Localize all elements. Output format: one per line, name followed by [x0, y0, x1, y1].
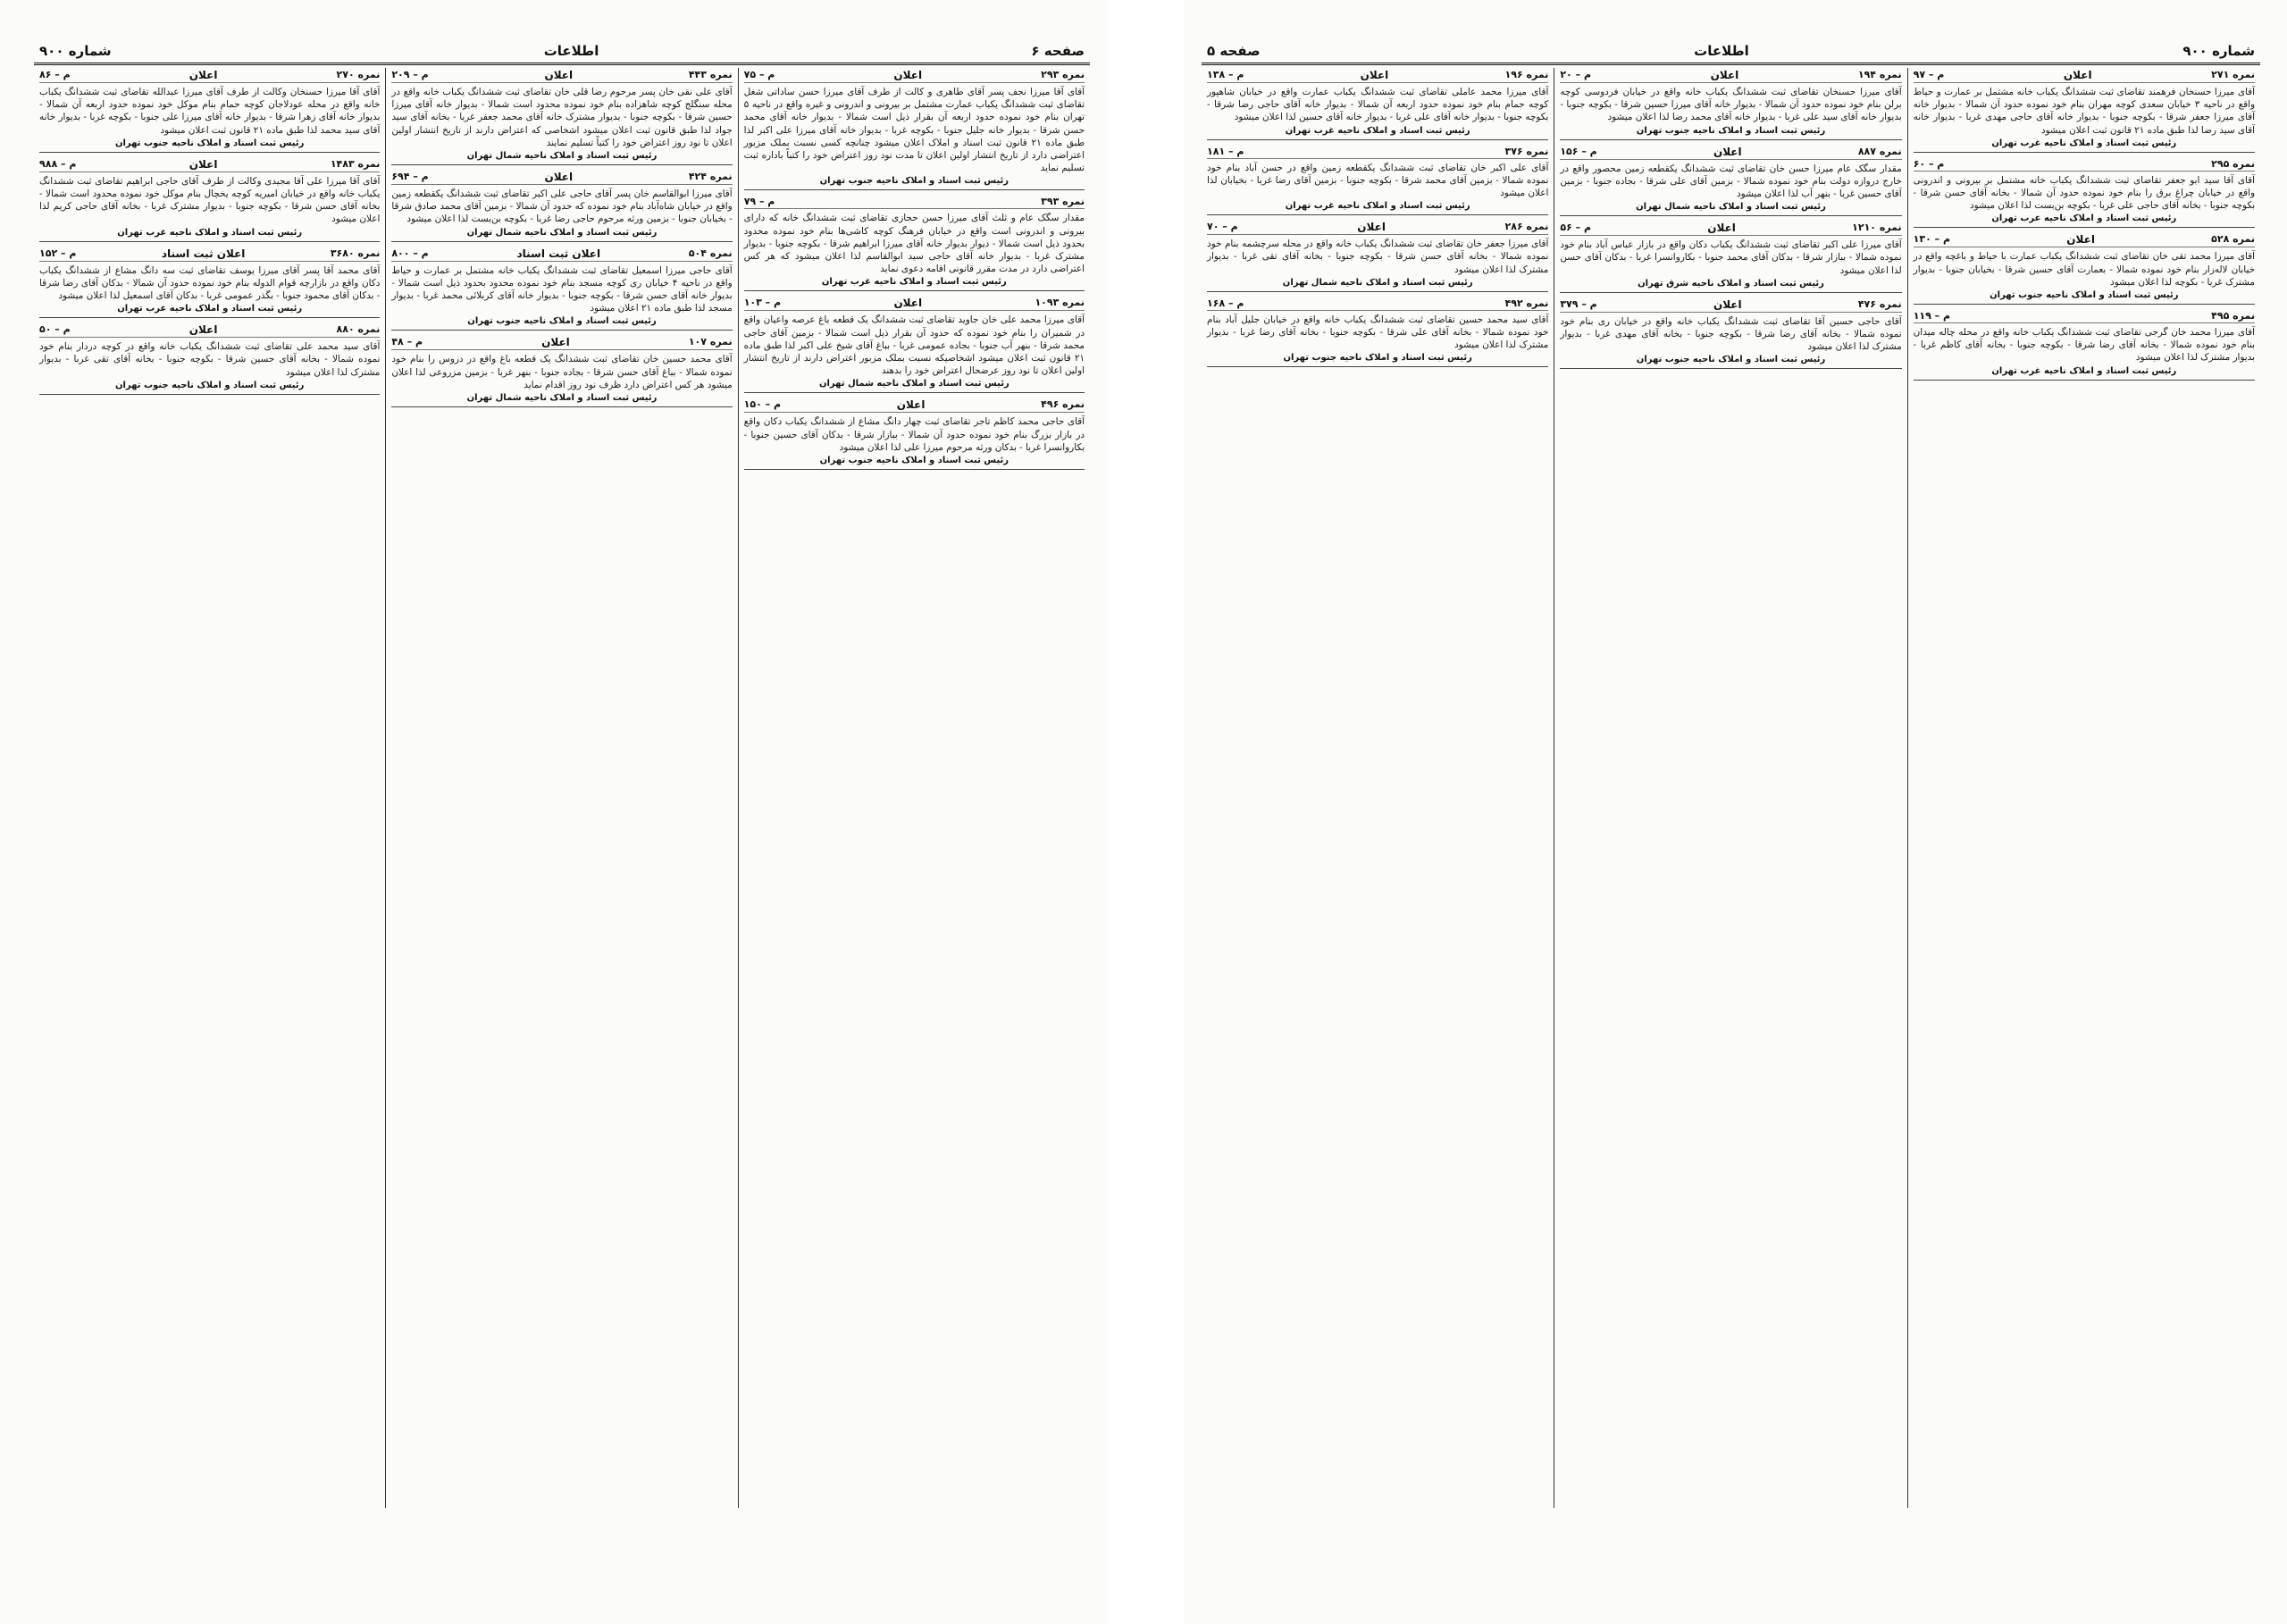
notice-ref: م – ۱۳۸ [1207, 69, 1244, 80]
notice-ref: م – ۱۵۶ [1560, 145, 1597, 157]
notice-body: آقای آقا میرزا نجف پسر آقای طاهری و کالت از طرف آقای میرزا حسن ساداتی شغل تقاضای ثبت ششدانگ یکباب عمارت مشتمل بر بیرونی و اندرونی و غیره واقع در ناحیه ۵ تهران بنام خود نموده حدود اربعه آن بقرار ذیل است شمالا - بدیوار خانه آقای محمد حسن شرقا - بدیوار خانه جلیل جنوبا - بکوچه غربا - بدیوار خانه آقای میرزا علی اکبر لذا طبق ماده ۲۱ قانون ثبت اسناد و املاک اعلان میشود چنانچه کسی نسبت بملک مزبور اعتراضی دارد از تاریخ انتشار اولین اعلان تا مدت نود روز اعتراض خود را کتباً باداره ثبت تسلیم نماید [743, 87, 1085, 174]
notice-signature: رئیس ثبت اسناد و املاک ناحیه جنوب تهران [114, 380, 305, 390]
notice-header [1914, 309, 2255, 323]
notice-number: نمره ۲۷۰ [336, 69, 381, 80]
notice-header [391, 68, 732, 83]
text-column [738, 68, 1090, 1508]
legal-notice [39, 157, 380, 242]
notice-header [39, 157, 380, 172]
newspaper-name: اطلاعات [1694, 43, 1749, 59]
notice-ref: م – ۹۷ [1913, 69, 1945, 80]
notice-body: آقای میرزا محمد تقی خان تقاضای ثبت ششدانگ یکباب عمارت با حیاط و باغچه واقع در خیابان لاله‌زار بنام خود نموده شمالا - بعمارت آقای حسین شرقا - بخیابان جنوبا - بدیوار مشترک غربا - بکوچه لذا اعلان میشود [1913, 251, 2255, 288]
notice-ref: م – ۹۸۸ [39, 157, 77, 170]
notice-header [1560, 297, 1901, 313]
notice-header [39, 247, 380, 262]
notice-title: اعلان [893, 69, 923, 81]
notice-title: اعلان [188, 157, 218, 171]
notice-number: نمره ۴۹۲ [1504, 297, 1549, 309]
legal-notice [1914, 157, 2255, 229]
notice-header [1560, 68, 1901, 83]
notice-title: اعلان [1357, 221, 1386, 234]
legal-notice [744, 398, 1085, 470]
notice-ref: م – ۱۳۰ [1913, 233, 1951, 246]
page-number: صفحه ۶ [1031, 43, 1085, 59]
notice-header [391, 335, 732, 350]
notice-signature: رئیس ثبت اسناد و املاک ناحیه جنوب تهران [819, 176, 1009, 187]
notice-ref: م – ۶۹۴ [391, 171, 429, 183]
page-number: صفحه ۵ [1207, 43, 1261, 59]
notice-body: آقای میرزا ابوالقاسم خان پسر آقای حاجی علی اکبر تقاضای ثبت ششدانگ یکقطعه زمین واقع در خیابان شاه‌آباد بنام خود نموده که حدود آن شمالا - بزمین آقای محمد صادق شرقا - بخیابان جنوبا - بزمین ورثه مرحوم حاجی رضا غربا - بکوچه بن‌بست لذا اعلان میشود [391, 188, 733, 225]
notice-body: آقای میرزا علی اکبر تقاضای ثبت ششدانگ یکباب دکان واقع در بازار عباس آباد بنام خود نموده شمالا - ببازار شرقا - بدکان آقای محمد جنوبا - بکاروانسرا غربا - بدکان آقای حسن لذا اعلان میشود [1560, 239, 1902, 276]
notice-number: نمره ۱۰۹۳ [1035, 297, 1085, 309]
notice-number: نمره ۴۲۴ [688, 171, 733, 183]
notice-body: آقای آقا سید ابو جعفر تقاضای ثبت ششدانگ یکباب خانه مشتمل بر بیرونی و اندرونی واقع در خیابان چراغ برق را بنام خود نموده حدود آن شمالا - بخانه آقای حسن شرقا - بکوچه جنوبا - بخانه آقای حاجی علی غربا - بکوچه بن‌بست لذا اعلان میشود [1913, 174, 2255, 212]
notice-title: اعلان [544, 69, 574, 81]
notice-number: نمره ۸۸۰ [336, 323, 381, 336]
notice-signature: رئیس ثبت اسناد و املاک ناحیه غرب تهران [1991, 138, 2177, 148]
notice-header [744, 296, 1085, 311]
notice-signature: رئیس ثبت اسناد و املاک ناحیه شمال تهران [466, 151, 658, 162]
issue-number: شماره ۹۰۰ [2182, 43, 2255, 59]
legal-notice [1914, 232, 2255, 305]
text-column [1202, 68, 1554, 1508]
notice-header [1207, 220, 1548, 235]
notice-ref: م – ۸۶ [39, 69, 71, 80]
notice-signature: رئیس ثبت اسناد و املاک ناحیه جنوب تهران [467, 316, 657, 327]
text-column [34, 68, 385, 1508]
notice-body: آقای میرزا محمد خان گرجی تقاضای ثبت ششدانگ یکباب خانه واقع در محله چاله میدان بنام خود نموده شمالا - بخانه آقای رضا شرقا - بکوچه جنوبا - بخانه آقای کاظم غربا - بدیوار مشترک لذا اعلان میشود [1913, 327, 2255, 364]
notice-signature: رئیس ثبت اسناد و املاک ناحیه عرب تهران [1991, 213, 2177, 224]
notice-signature: رئیس ثبت اسناد و املاک ناحیه جنوب تهران [1636, 125, 1826, 136]
notice-header [744, 68, 1085, 83]
notice-body: آقای میرزا جعفر خان تقاضای ثبت ششدانگ یکباب خانه واقع در محله سرچشمه بنام خود نموده شمالا - بخانه آقای حسن شرقا - بکوچه جنوبا - بخانه آقای تقی غربا - بدیوار مشترک لذا اعلان میشود [1207, 239, 1549, 275]
notice-header [1207, 68, 1548, 83]
notice-title: اعلان ثبت اسناد [516, 247, 601, 260]
notice-body: آقای میرزا محمد عاملی تقاضای ثبت ششدانگ یکباب عمارت واقع در خیابان شاهپور کوچه حمام بنام خود نموده حدود اربعه آن شمالا - بدیوار خانه آقای حاجی رضا شرقا - بکوچه جنوبا - بدیوار خانه آقای علی غربا - بدیوار خانه آقای حسین لذا اعلان میشود [1207, 87, 1549, 123]
notice-number: نمره ۵۲۸ [2211, 233, 2255, 246]
legal-notice [391, 335, 732, 407]
text-column [1907, 68, 2260, 1508]
notice-number: نمره ۱۹۶ [1504, 69, 1549, 80]
legal-notice [1560, 145, 1901, 217]
notice-ref: م – ۱۶۸ [1207, 297, 1244, 309]
notice-header [1914, 68, 2255, 83]
notice-number: نمره ۱۴۸۳ [330, 157, 381, 170]
notice-title: اعلان [2063, 69, 2092, 81]
legal-notice [39, 68, 380, 153]
notice-title: اعلان [188, 69, 218, 81]
notice-number: نمره ۵۰۴ [688, 247, 733, 259]
notice-number: نمره ۸۸۷ [1857, 145, 1902, 157]
notice-ref: م – ۷۵ [743, 69, 775, 80]
notice-number: نمره ۱۰۷ [688, 336, 733, 348]
notice-ref: م – ۳۷۹ [1560, 297, 1597, 310]
column-area [34, 68, 1090, 1508]
legal-notice [1560, 68, 1901, 140]
notice-header [1560, 221, 1901, 236]
notice-number: نمره ۲۹۳ [1041, 69, 1085, 80]
notice-signature: رئیس ثبت اسناد و املاک ناحیه شمال تهران [1282, 277, 1473, 288]
notice-title: اعلان [1713, 145, 1742, 158]
notice-number: نمره ۳۷۶ [1504, 145, 1549, 157]
notice-ref: م – ۲۰ [1560, 69, 1592, 80]
notice-title: اعلان [1713, 297, 1742, 311]
page-header [34, 39, 1090, 65]
notice-header [1207, 145, 1548, 159]
notice-signature: رئیس ثبت اسناد و املاک ناحیه جنوب تهران [114, 138, 305, 148]
notice-header [1914, 232, 2255, 247]
notice-number: نمره ۴۴۳ [688, 69, 733, 80]
notice-number: نمره ۳۹۳ [1041, 196, 1085, 208]
legal-notice [1560, 297, 1901, 370]
notice-number: نمره ۲۹۵ [2211, 157, 2255, 170]
notice-body: مقدار سگک عام و ثلث آقای میرزا حسن حجازی تقاضای ثبت ششدانگ خانه که دارای بیرونی و اندرونی است واقع در خیابان فرهنگ کوچه کاشی‌ها بنام خود نموده محدود بحدود ذیل است شمالا - دیوار بدیوار خانه آقای میرزا ابراهیم شرقا - بکوچه جنوبا - بدیوار مشترک غربا - بدیوار خانه آقای حاجی سید ابوالقاسم لذا اعلان میشود که هر کس اعتراضی دارد در مدت مقرر قانونی اقامه دعوی نماید [743, 213, 1085, 275]
notice-body: آقای حاجی حسین آقا تقاضای ثبت ششدانگ یکباب خانه واقع در خیابان ری بنام خود نموده شمالا - بخانه آقای رضا شرقا - بکوچه جنوبا - بخانه آقای مهدی غربا - بدیوار مشترک لذا اعلان میشود [1560, 315, 1902, 353]
notice-number: نمره ۲۸۶ [1504, 221, 1549, 233]
notice-signature: رئیس ثبت اسناد و املاک ناحیه جنوب تهران [1636, 355, 1826, 365]
notice-header [39, 322, 380, 338]
legal-notice [391, 247, 732, 331]
notice-header [744, 398, 1085, 413]
notice-signature: رئیس ثبت اسناد و املاک ناحیه شمال تهران [466, 393, 658, 404]
notice-body: آقای آقا میرزا حسنخان وکالت از طرف آقای میرزا عبدالله تقاضای ثبت ششدانگ یکباب خانه واقع در محله عودلاجان کوچه حمام بنام موکل خود نموده حدود اربعه آن شمالا - بدیوار خانه آقای زهرا شرقا - بدیوار خانه آقای میرزا علی جنوبا - بکوچه غربا - بدیوار خانه آقای سید محمد لذا طبق ماده ۲۱ قانون ثبت اعلان میشود [39, 87, 381, 136]
notice-signature: رئیس ثبت اسناد و املاک ناحیه غرب تهران [1285, 201, 1470, 212]
notice-title: اعلان ثبت اسناد [161, 247, 246, 260]
notice-body: آقای حاجی محمد کاظم تاجر تقاضای ثبت چهار دانگ مشاع از ششدانگ یکباب دکان واقع در بازار بزرگ بنام خود نموده حدود آن شمالا - ببازار شرقا - بدکان آقای حسین جنوبا - بکاروانسرا غربا - بدکان ورثه مرحوم میرزا علی لذا اعلان میشود [743, 416, 1085, 453]
notice-signature: رئیس ثبت اسناد و املاک ناحیه جنوب تهران [1990, 290, 2179, 301]
notice-ref: م – ۱۱۹ [1913, 310, 1951, 322]
notice-title: اعلان [896, 398, 926, 412]
notice-ref: م – ۷۰ [1207, 221, 1238, 233]
text-column [1554, 68, 1906, 1508]
notice-ref: م – ۱۵۰ [743, 398, 782, 411]
notice-ref: م – ۷۹ [743, 196, 775, 208]
notice-number: نمره ۴۹۵ [2211, 310, 2255, 322]
issue-number: شماره ۹۰۰ [39, 43, 112, 59]
notice-title: اعلان [1707, 222, 1736, 235]
notice-number: نمره ۱۹۴ [1857, 69, 1902, 80]
legal-notice [39, 322, 380, 395]
notice-header [744, 195, 1085, 209]
legal-notice [744, 296, 1085, 393]
notice-signature: رئیس ثبت اسناد و املاک ناحیه غرب تهران [821, 277, 1007, 288]
notice-header [39, 68, 380, 83]
notice-header [1560, 145, 1901, 160]
notice-body: آقای میرزا حسنخان فرهمند تقاضای ثبت ششدانگ یکباب خانه مشتمل بر عمارت و حیاط واقع در ناحیه ۳ خیابان سعدی کوچه مهران بنام خود نموده حدود آن شمالا - بدیوار خانه آقای میرزا جعفر شرقا - بکوچه جنوبا - بدیوار خانه آقای حاجی مهدی غربا - بدیوار خانه آقای سید رضا لذا طبق ماده ۲۱ قانون ثبت اعلان میشود [1913, 87, 2255, 136]
legal-notice [39, 247, 380, 319]
notice-ref: م – ۵۶ [1560, 222, 1592, 234]
notice-header [1207, 297, 1548, 311]
legal-notice [1207, 145, 1548, 216]
notice-signature: رئیس ثبت اسناد و املاک ناحیه جنوب تهران [819, 456, 1009, 466]
right-page [1184, 0, 2287, 1624]
page-gutter [1108, 0, 1184, 1624]
notice-signature: رئیس ثبت اسناد و املاک ناحیه شمال تهران [466, 227, 658, 238]
notice-signature: رئیس ثبت اسناد و املاک ناحیه غرب تهران [1991, 365, 2177, 376]
notice-ref: م – ۱۸۱ [1207, 145, 1244, 157]
notice-header [1914, 157, 2255, 172]
notice-title: اعلان [544, 171, 574, 184]
notice-body: آقای محمد حسین خان تقاضای ثبت ششدانگ یک قطعه باغ واقع در دروس را بنام خود نموده شمالا - بباغ آقای حسن شرقا - بجاده جنوبا - بنهر غربا - بزمین مزروعی لذا اعلان میشود هر کس اعتراض دارد ظرف نود روز اقدام نماید [391, 354, 733, 390]
notice-title: اعلان [541, 336, 570, 349]
legal-notice [1914, 68, 2255, 153]
notice-signature: رئیس ثبت اسناد و املاک ناحیه شمال تهران [818, 379, 1009, 389]
notice-signature: رئیس ثبت اسناد و املاک ناحیه شمال تهران [1636, 202, 1826, 213]
notice-body: مقدار سگک عام میرزا حسن خان تقاضای ثبت ششدانگ یکقطعه زمین محصور واقع در خارج دروازه دولت بنام خود نموده شمالا - بزمین آقای علی شرقا - بجاده جنوبا - بزمین آقای حسین غربا - بنهر آب لذا اعلان میشود [1560, 163, 1902, 200]
notice-ref: م – ۱۰۳ [743, 297, 782, 309]
notice-title: اعلان [1360, 69, 1389, 81]
text-column [385, 68, 737, 1508]
notice-ref: م – ۵۰ [39, 323, 71, 336]
notice-body: آقای سید محمد علی تقاضای ثبت ششدانگ یکباب خانه واقع در کوچه دردار بنام خود نموده شمالا - بخانه آقای حسین شرقا - بکوچه جنوبا - بخانه آقای تقی غربا - بدیوار مشترک لذا اعلان میشود [39, 341, 381, 378]
notice-body: آقای علی اکبر خان تقاضای ثبت ششدانگ یکقطعه زمین واقع در حسن آباد بنام خود نموده شمالا - بزمین آقای محمد شرقا - بکوچه جنوبا - بزمین آقای رضا غربا - بخیابان لذا اعلان میشود [1207, 162, 1549, 199]
notice-ref: م – ۶۰ [1913, 157, 1945, 170]
newspaper-name: اطلاعات [543, 43, 599, 59]
legal-notice [1207, 68, 1548, 140]
notice-signature: رئیس ثبت اسناد و املاک ناحیه جنوب تهران [1283, 353, 1472, 364]
notice-body: آقای علی نقی خان پسر مرحوم رضا قلی خان تقاضای ثبت ششدانگ یکباب خانه واقع در محله سنگلج کوچه شاهزاده بنام خود نموده محدود است شمالا - بدیوار خانه آقای میرزا حسین شرقا - بکوچه جنوبا - بدیوار مشترک خانه آقای محمد جعفر غربا - بخانه آقای سید جواد لذا طبق قانون ثبت اعلان میشود اشخاصی که اعتراض دارند از تاریخ انتشار اولین اعلان تا نود روز اعتراض خود را کتباً تسلیم نمایند [391, 87, 733, 148]
notice-number: نمره ۱۲۱۰ [1852, 222, 1902, 234]
notice-ref: م – ۲۰۹ [391, 69, 429, 80]
notice-number: نمره ۴۹۶ [1041, 398, 1085, 411]
legal-notice [744, 68, 1085, 190]
notice-body: آقای محمد آقا پسر آقای میرزا یوسف تقاضای ثبت سه دانگ مشاع از ششدانگ یکباب دکان واقع در بازارچه قوام الدوله بنام خود نموده حدود آن شمالا - بدکان آقای رضا شرقا - بدکان آقای محمود جنوبا - بگذر عمومی غربا - بدکان آقای اسمعیل لذا اعلان میشود [39, 264, 381, 302]
notice-signature: رئیس ثبت اسناد و املاک ناحیه عرب تهران [117, 304, 303, 314]
notice-ref: م – ۴۸ [391, 336, 423, 348]
notice-signature: رئیس ثبت اسناد و املاک ناحیه شرق تهران [1638, 278, 1824, 289]
notice-signature: رئیس ثبت اسناد و املاک ناحیه غرب تهران [1285, 125, 1470, 136]
notice-body: آقای میرزا حسنخان تقاضای ثبت ششدانگ یکباب خانه واقع در خیابان فردوسی کوچه برلن بنام خود نموده حدود آن شمالا - بدیوار خانه آقای میرزا حسین شرقا - بکوچه جنوبا - بدیوار خانه آقای سید علی غربا - بدیوار خانه آقای محمد رضا لذا اعلان میشود [1560, 87, 1902, 123]
notice-number: نمره ۴۷۶ [1857, 297, 1902, 310]
notice-header [391, 247, 732, 262]
notice-title: اعلان [1710, 69, 1739, 81]
legal-notice [391, 170, 732, 242]
notice-body: آقای حاجی میرزا اسمعیل تقاضای ثبت ششدانگ یکباب خانه مشتمل بر عمارت و حیاط واقع در ناحیه ۴ خیابان ری کوچه مسجد بنام خود نموده محدود بحدود ذیل است شمالا - بدیوار خانه آقای حسن شرقا - بکوچه جنوبا - بدیوار خانه آقای کربلائی محمد غربا - بدیوار مسجد لذا طبق ماده ۲۱ اعلان میشود [391, 264, 733, 314]
notice-signature: رئیس ثبت اسناد و املاک ناحیه غرب تهران [117, 227, 303, 238]
notice-ref: م – ۸۰۰ [391, 247, 429, 259]
notice-title: اعلان [2066, 233, 2095, 247]
legal-notice [1207, 220, 1548, 292]
legal-notice [1207, 297, 1548, 368]
left-page [0, 0, 1108, 1624]
notice-number: نمره ۳۶۸۰ [330, 247, 381, 259]
notice-body: آقای میرزا محمد علی خان جاوید تقاضای ثبت ششدانگ یک قطعه باغ عرصه واعیان واقع در شمیران را بنام خود نموده که حدود آن بقرار ذیل است شمالا - بزمین آقای حاجی محمد شرقا - بنهر آب جنوبا - بجاده عمومی غربا - بباغ آقای شیخ علی اکبر لذا طبق ماده ۲۱ قانون ثبت اعلان میشود اشخاصیکه نسبت بملک مزبور اعتراض دارند از تاریخ انتشار اولین اعلان تا نود روز عرضحال اعتراض خود را بدهند [743, 314, 1085, 377]
legal-notice [744, 195, 1085, 291]
notice-body: آقای سید محمد حسین تقاضای ثبت ششدانگ یکباب خانه واقع در خیابان جلیل آباد بنام خود نموده شمالا - بخانه آقای علی شرقا - بکوچه جنوبا - بخانه آقای رضا غربا - بدیوار مشترک لذا اعلان میشود [1207, 314, 1549, 351]
legal-notice [391, 68, 732, 165]
page-header [1202, 39, 2260, 65]
notice-ref: م – ۱۵۲ [39, 247, 77, 259]
notice-title: اعلان [893, 297, 923, 310]
notice-number: نمره ۲۷۱ [2211, 69, 2255, 80]
notice-header [391, 170, 732, 185]
legal-notice [1914, 309, 2255, 381]
notice-body: آقای آقا میرزا علی آقا مجیدی وکالت از طرف آقای حاجی ابراهیم تقاضای ثبت ششدانگ یکباب خانه واقع در خیابان امیریه کوچه یخچال بنام موکل خود نموده محدود است شمالا - بخانه آقای حسن شرقا - بکوچه جنوبا - بدیوار مشترک غربا - بخانه آقای حاجی کریم لذا اعلان میشود [39, 175, 381, 225]
legal-notice [1560, 221, 1901, 293]
notice-title: اعلان [188, 323, 218, 337]
column-area [1202, 68, 2260, 1508]
